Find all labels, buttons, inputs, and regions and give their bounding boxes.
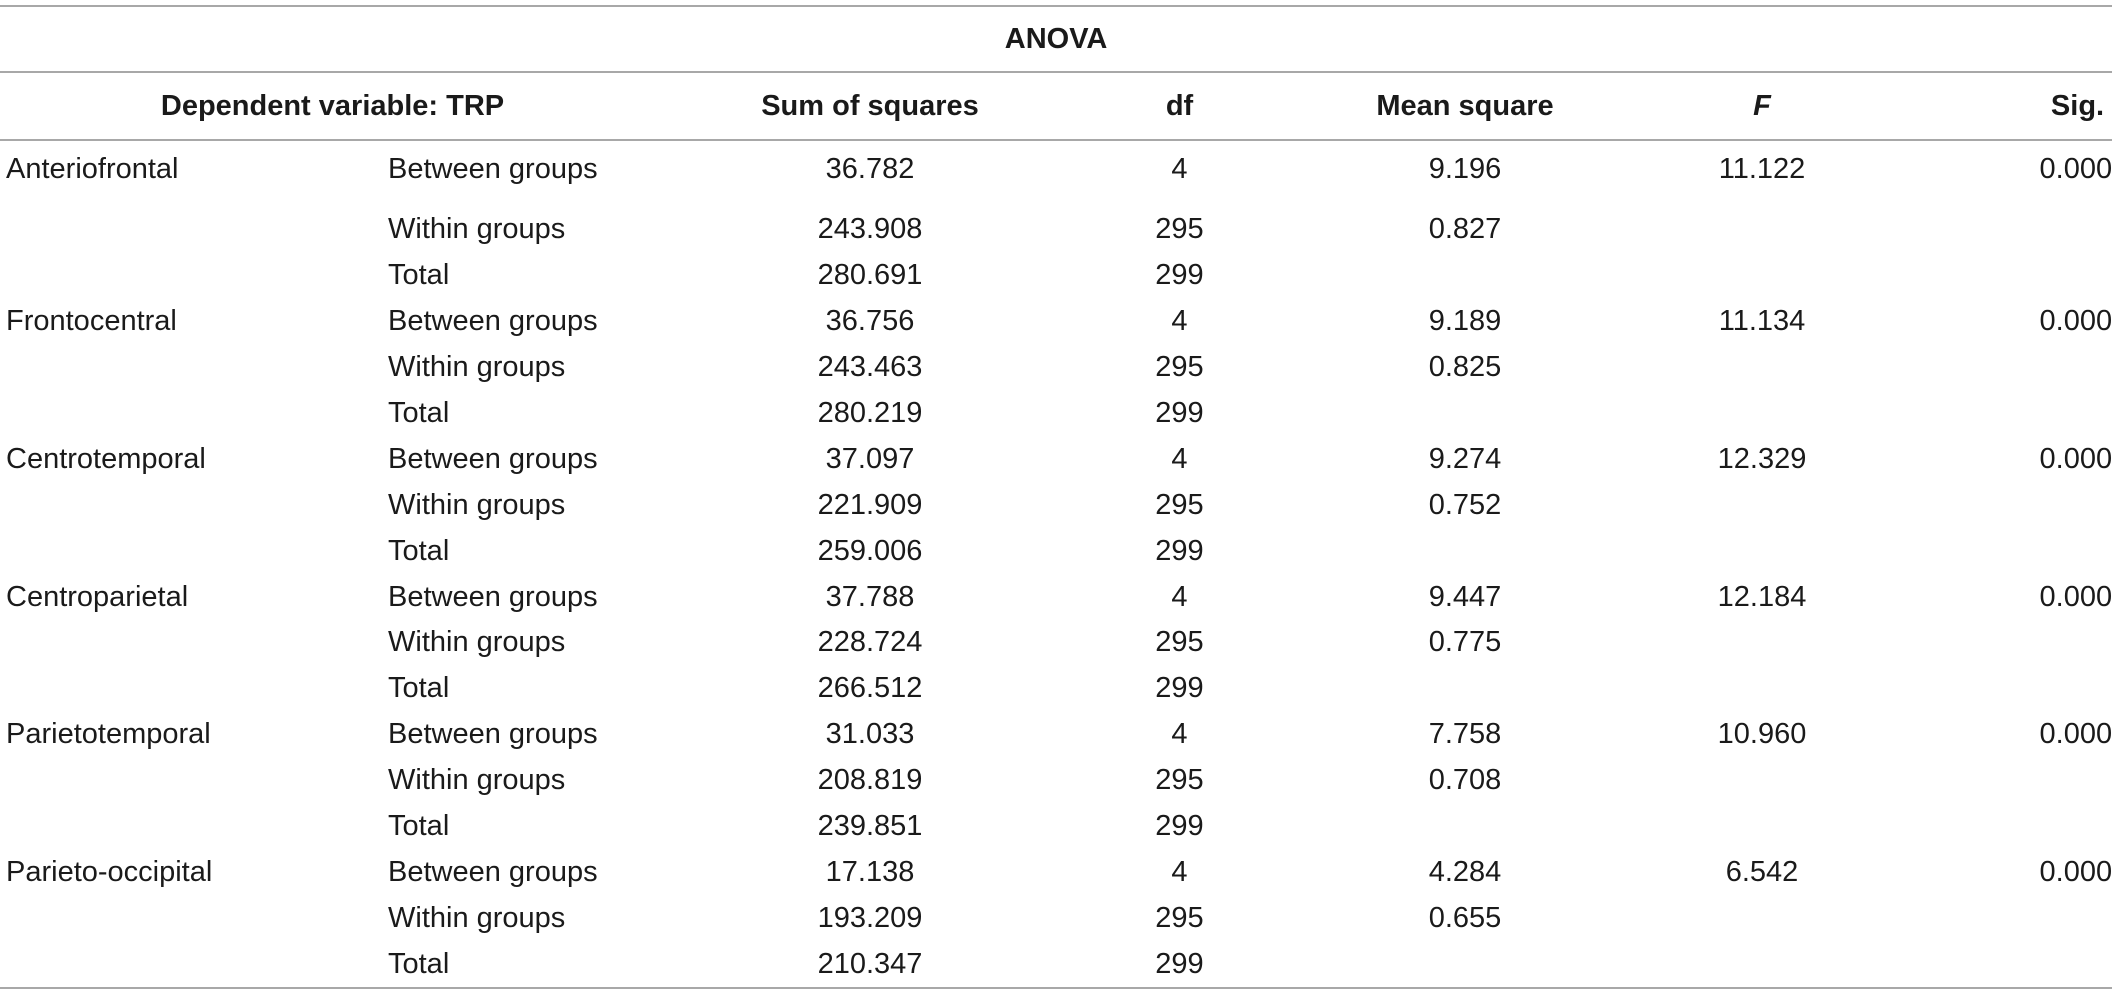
cell-sig [1918, 528, 2112, 574]
cell-mean-square: 0.825 [1428, 351, 1502, 384]
header-df: df [1035, 72, 1324, 140]
cell-sum-of-squares: 37.788 [825, 580, 915, 613]
cell-sum-of-squares: 280.219 [817, 397, 923, 429]
cell-mean-square: 9.189 [1428, 305, 1502, 338]
cell-mean-square: 9.274 [1428, 442, 1502, 475]
table-row [0, 804, 2112, 850]
cell-source: Within groups [388, 213, 566, 246]
cell-df: 295 [1155, 764, 1204, 797]
table-row [0, 620, 2112, 666]
cell-f: 10.960 [1717, 718, 1807, 751]
cell-sig: 0.000 [2039, 580, 2113, 613]
cell-region [0, 804, 378, 850]
table-row [0, 895, 2112, 941]
cell-sig [1918, 804, 2112, 850]
table-row [0, 849, 2112, 895]
cell-f [1606, 804, 1918, 850]
table-row [0, 482, 2112, 528]
cell-f [1606, 391, 1918, 437]
cell-f: 6.542 [1725, 855, 1799, 888]
cell-f [1606, 528, 1918, 574]
cell-source: Between groups [388, 153, 598, 185]
cell-df: 4 [1171, 305, 1188, 338]
table-header-row [0, 72, 2112, 140]
cell-mean-square [1324, 804, 1606, 850]
cell-mean-square: 0.827 [1428, 213, 1502, 246]
cell-sig [1918, 253, 2112, 299]
header-mean-square: Mean square [1324, 72, 1606, 140]
cell-mean-square: 0.752 [1428, 488, 1502, 521]
table-row [0, 140, 2112, 207]
cell-sig [1918, 895, 2112, 941]
cell-source: Total [388, 672, 450, 705]
cell-region: Parieto-occipital [6, 855, 213, 888]
cell-sum-of-squares: 37.097 [825, 442, 915, 475]
cell-sig [1918, 391, 2112, 437]
cell-df: 299 [1155, 810, 1204, 843]
cell-source: Within groups [388, 901, 566, 934]
cell-df: 295 [1155, 901, 1204, 934]
cell-source: Total [388, 810, 450, 843]
cell-source: Total [388, 397, 450, 429]
cell-mean-square: 9.447 [1428, 580, 1502, 613]
cell-df: 4 [1171, 855, 1188, 888]
cell-sum-of-squares: 239.851 [817, 810, 923, 843]
cell-sig: 0.000 [2039, 718, 2113, 751]
cell-sig [1918, 758, 2112, 804]
cell-f: 12.184 [1717, 580, 1807, 613]
cell-source: Within groups [388, 626, 566, 659]
cell-sum-of-squares: 36.756 [825, 305, 915, 338]
cell-f [1606, 207, 1918, 253]
cell-source: Between groups [388, 855, 598, 888]
cell-mean-square [1324, 666, 1606, 712]
cell-sum-of-squares: 36.782 [825, 153, 915, 185]
cell-f [1606, 895, 1918, 941]
anova-table [0, 5, 2112, 989]
cell-source: Within groups [388, 351, 566, 384]
table-row [0, 253, 2112, 299]
header-f: F [1606, 72, 1918, 140]
cell-df: 299 [1155, 534, 1204, 567]
cell-f [1606, 666, 1918, 712]
cell-region [0, 482, 378, 528]
table-row [0, 299, 2112, 345]
cell-sig [1918, 620, 2112, 666]
table-body [0, 140, 2112, 988]
cell-region [0, 345, 378, 391]
cell-df: 4 [1171, 580, 1188, 613]
cell-sig [1918, 207, 2112, 253]
cell-df: 299 [1155, 672, 1204, 705]
cell-source: Within groups [388, 488, 566, 521]
cell-region: Centrotemporal [6, 442, 206, 475]
table-row [0, 666, 2112, 712]
cell-region [0, 758, 378, 804]
cell-sum-of-squares: 259.006 [817, 534, 923, 567]
cell-f [1606, 620, 1918, 666]
cell-df: 4 [1171, 442, 1188, 475]
cell-sum-of-squares: 266.512 [817, 672, 923, 705]
table-row [0, 574, 2112, 620]
cell-df: 295 [1155, 213, 1204, 246]
cell-sig: 0.000 [2039, 442, 2113, 475]
cell-f [1606, 941, 1918, 988]
cell-f [1606, 758, 1918, 804]
cell-mean-square [1324, 528, 1606, 574]
cell-region [0, 391, 378, 437]
cell-sig: 0.000 [2039, 305, 2113, 338]
cell-sum-of-squares: 243.908 [817, 213, 923, 246]
cell-mean-square [1324, 391, 1606, 437]
cell-region [0, 620, 378, 666]
cell-f [1606, 253, 1918, 299]
cell-mean-square: 0.708 [1428, 764, 1502, 797]
header-dependent-variable: Dependent variable: TRP [0, 72, 705, 140]
cell-source: Total [388, 534, 450, 567]
table-row [0, 207, 2112, 253]
cell-df: 299 [1155, 397, 1204, 429]
cell-df: 295 [1155, 488, 1204, 521]
cell-mean-square [1324, 941, 1606, 988]
cell-sum-of-squares: 280.691 [817, 259, 923, 292]
cell-df: 295 [1155, 351, 1204, 384]
cell-mean-square: 0.775 [1428, 626, 1502, 659]
cell-source: Between groups [388, 442, 598, 475]
cell-df: 4 [1171, 153, 1188, 185]
cell-region [0, 895, 378, 941]
cell-sig [1918, 345, 2112, 391]
cell-sum-of-squares: 193.209 [817, 901, 923, 934]
cell-sig: 0.000 [2039, 855, 2113, 888]
cell-df: 299 [1155, 259, 1204, 292]
cell-f [1606, 345, 1918, 391]
cell-region [0, 666, 378, 712]
cell-sum-of-squares: 208.819 [817, 764, 923, 797]
cell-region: Parietotemporal [6, 718, 211, 751]
cell-sum-of-squares: 17.138 [825, 855, 915, 888]
cell-source: Total [378, 941, 705, 988]
table-row [0, 528, 2112, 574]
cell-mean-square: 4.284 [1428, 855, 1502, 888]
cell-sum-of-squares: 31.033 [825, 718, 915, 751]
cell-sum-of-squares: 243.463 [817, 351, 923, 384]
table-title-row [0, 6, 2112, 72]
table-row [0, 758, 2112, 804]
table-title: ANOVA [0, 6, 2112, 72]
cell-region: Anteriofrontal [6, 153, 179, 185]
cell-mean-square: 7.758 [1428, 718, 1502, 751]
table-row [0, 436, 2112, 482]
cell-sig [1918, 941, 2112, 988]
cell-sig: 0.000 [2039, 153, 2113, 185]
cell-region [0, 528, 378, 574]
cell-source: Between groups [388, 580, 598, 613]
cell-sum-of-squares: 210.347 [705, 941, 1035, 988]
cell-mean-square: 0.655 [1428, 901, 1502, 934]
table-row [0, 941, 2112, 988]
header-sum-of-squares: Sum of squares [705, 72, 1035, 140]
cell-region [0, 207, 378, 253]
cell-source: Within groups [388, 764, 566, 797]
cell-f: 11.134 [1718, 305, 1806, 338]
cell-source: Between groups [388, 718, 598, 751]
cell-df: 299 [1035, 941, 1324, 988]
cell-source: Between groups [388, 305, 598, 338]
table-row [0, 712, 2112, 758]
table-row [0, 391, 2112, 437]
cell-region: Centroparietal [6, 580, 189, 613]
cell-sum-of-squares: 228.724 [817, 626, 923, 659]
cell-mean-square: 9.196 [1428, 153, 1502, 185]
header-sig: Sig. [1918, 72, 2112, 140]
cell-sig [1918, 666, 2112, 712]
cell-region [0, 253, 378, 299]
cell-region: Frontocentral [6, 305, 177, 338]
cell-source: Total [388, 259, 450, 292]
cell-df: 295 [1155, 626, 1204, 659]
cell-df: 4 [1171, 718, 1188, 751]
cell-mean-square [1324, 253, 1606, 299]
cell-f [1606, 482, 1918, 528]
cell-f: 12.329 [1717, 442, 1807, 475]
cell-f: 11.122 [1718, 153, 1806, 185]
table-row [0, 345, 2112, 391]
cell-region [0, 941, 378, 988]
cell-sum-of-squares: 221.909 [817, 488, 923, 521]
cell-sig [1918, 482, 2112, 528]
